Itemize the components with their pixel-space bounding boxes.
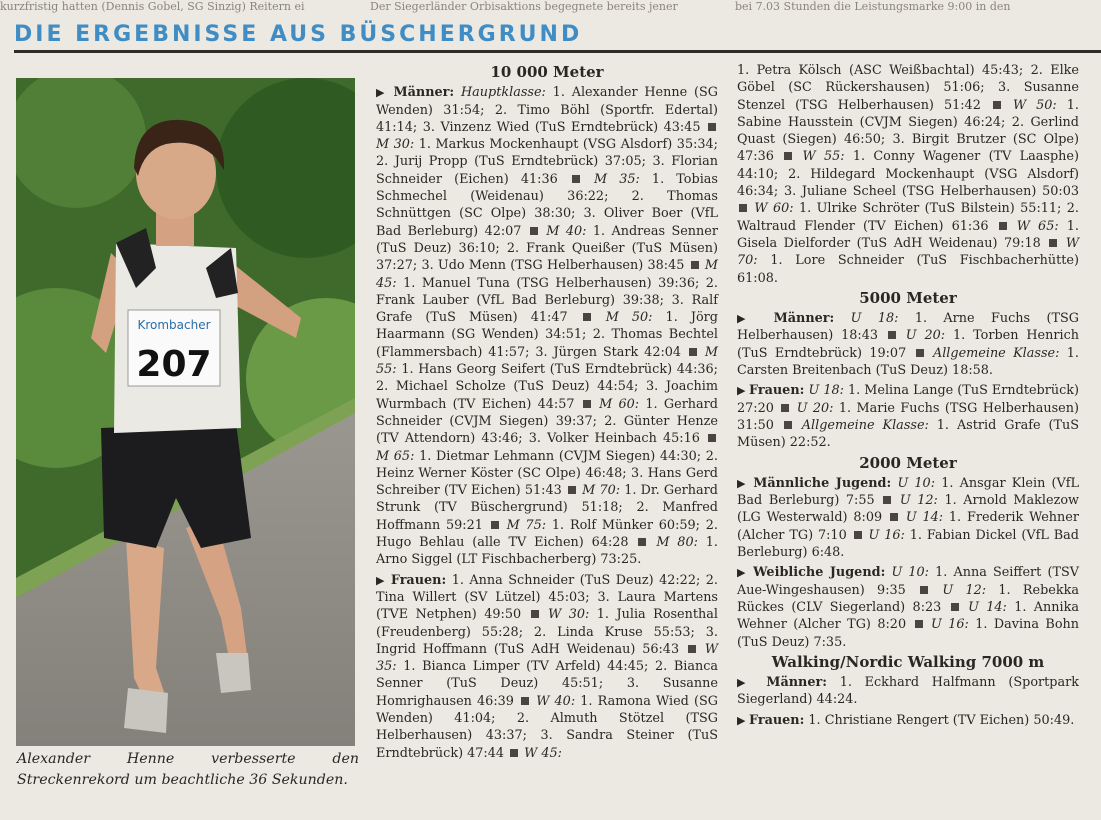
paragraph-marker-icon: ▶ [737,476,754,490]
class-label: M 70: [582,483,621,499]
results-column-middle [376,62,718,765]
class-label: W 40: [536,693,576,709]
separator-square-icon [999,222,1007,230]
results-text: 1. Marie Fuchs (TSG Helberhausen) 31:50 [737,400,1079,433]
class-label: U 12: [942,582,987,598]
class-label: W 55: [802,149,845,165]
results-column-right [737,62,1079,732]
bib-number: 207 [136,344,212,385]
event-heading: 10 000 Meter [490,63,604,81]
event-heading: Walking/Nordic Walking 7000 m [771,652,1045,671]
separator-square-icon [688,645,696,653]
section-headline: DIE ERGEBNISSE AUS BÜSCHERGRUND [14,22,583,47]
class-label: W 35: [376,641,718,675]
paragraph-marker-icon: ▶ [737,384,749,398]
paragraph-marker-icon: ▶ [737,312,774,326]
results-text: 1. Bianca Limper (TV Arfeld) 44:45; 2. Bianca Senner (TuS Deuz) 45:51; 3. Susanne Homrighausen 46:39 [376,659,718,709]
category-label: Frauen: [748,383,805,399]
separator-square-icon [890,513,898,521]
separator-square-icon [689,348,697,356]
results-text: 1. Astrid Grafe (TuS Müsen) 22:52. [737,417,1079,451]
separator-square-icon [583,400,591,408]
runner-illustration [16,78,355,746]
event-heading: 2000 Meter [859,453,957,472]
results-paragraph [737,674,1079,709]
separator-square-icon [708,123,716,131]
results-text: 1. Fabian Dickel (VfL Bad Berleburg) 6:48. [737,527,1079,561]
results-text: 1. Arne Fuchs (TSG Helberhausen) 18:43 [737,311,1079,344]
results-text: 1. Alexander Henne (SG Wenden) 31:54; 2. Timo Böhl (Sportfr. Edertal) 41:14; 3. Vinzenz Wied (TuS Erndtebrück) 43:45 [376,85,718,135]
results-text: 1. Dietmar Lehmann (CVJM Siegen) 44:30; 2. Heinz Werner Köster (SC Olpe) 46:48; 3. Hans Gerd Schreiber (TV Eichen) 51:43 [376,448,718,499]
results-text: 1. Tobias Schmechel (Weidenau) 36:22; 2. Thomas Schnüttgen (SC Olpe) 38:30; 3. Oliver Boer (VfL Bad Berleburg) 42:07 [376,171,718,239]
results-paragraph [376,572,718,762]
results-text [834,311,850,326]
strip-text: Der Siegerländer Orbisaktions begegnete bereits jener [370,0,678,13]
paragraph-marker-icon: ▶ [737,713,749,727]
separator-square-icon [638,538,646,546]
class-label: U 10: [891,565,929,581]
event-heading: 5000 Meter [859,288,957,307]
class-label: M 40: [546,223,587,239]
results-text: 1. Dr. Gerhard Strunk (TV Büschergrund) 51:18; 2. Manfred Hoffmann 59:21 [376,483,718,533]
separator-square-icon [491,521,499,529]
results-paragraph [376,84,718,568]
results-text: 1. Rebekka Rückes (CLV Siegerland) 8:23 [737,582,1079,615]
results-paragraph [737,564,1079,650]
results-text: 1. Christiane Rengert (TV Eichen) 50:49. [804,712,1075,728]
class-label: U 10: [897,475,936,491]
shoe [216,653,251,693]
category-label: Weibliche Jugend: [753,565,886,581]
class-label: Hauptklasse: [460,85,546,101]
results-text: 1. Julia Rosenthal (Freudenberg) 55:28; 2. Linda Kruse 55:53; 3. Ingrid Hoffmann (TuS AdH Weidenau) 56:43 [376,607,718,657]
results-text: 1. Torben Henrich (TuS Erndtebrück) 19:07 [737,328,1079,361]
class-label: W 70: [737,235,1079,269]
strip-text: kurzfristig hatten (Dennis Gobel, SG Sinzig) Reitern ei [0,0,305,13]
separator-square-icon [531,610,539,618]
separator-square-icon [854,531,862,539]
results-text: 1. Davina Bohn (TuS Deuz) 7:35. [737,617,1080,650]
results-text: 1. Hans Georg Seifert (TuS Erndtebrück) 44:36; 2. Michael Scholze (TuS Deuz) 44:54; 3. Joachim Wurmbach (TV Eichen) 44:57 [376,362,718,412]
paragraph-marker-icon: ▶ [737,566,754,580]
strip-text: bei 7.03 Stunden die Leistungsmarke 9:00 in den [735,0,1011,13]
class-label: M 80: [656,535,698,551]
photo-caption: Alexander Henne verbesserte den Streckenrekord um beachtliche 36 Sekunden. [17,751,359,788]
class-label: M 50: [605,310,653,326]
separator-square-icon [781,404,789,412]
class-label: M 60: [599,396,640,412]
results-text: 1. Petra Kölsch (ASC Weißbachtal) 45:43; 2. Elke Göbel (SC Rückershausen) 51:06; 3. Susanne Stenzel (TSG Helberhausen) 51:42 [737,63,1079,113]
results-text: 1. Ulrike Schröter (TuS Bilstein) 55:11; 2. Waltraud Flender (TV Eichen) 61:36 [737,201,1079,234]
results-text: 1. Ansgar Klein (VfL Bad Berleburg) 7:55 [737,475,1080,509]
separator-square-icon [691,261,699,269]
results-text: 1. Markus Mockenhaupt (VSG Alsdorf) 35:34; 2. Jurij Propp (TuS Erndtebrück) 37:05; 3. Florian Schneider (Eichen) 41:36 [376,137,718,187]
separator-square-icon [883,496,891,504]
category-label: Frauen: [748,712,805,728]
class-label: U 16: [868,527,905,543]
results-text: 1. Andreas Senner (TuS Deuz) 36:10; 2. Frank Queißer (TuS Müsen) 37:27; 3. Udo Menn (TSG Helberhausen) 38:45 [376,223,718,274]
bib-sponsor: Krombacher [137,318,211,332]
shoe [124,688,168,733]
class-label: W 65: [1016,218,1059,234]
previous-article-strip [0,0,1101,18]
category-label: Männer: [393,85,455,101]
results-paragraph [737,712,1079,729]
results-text: 1. Gisela Dielforder (TuS AdH Weidenau) 79:18 [737,218,1079,251]
results-text: 1. Conny Wagener (TV Laasphe) 44:10; 2. Hildegard Mockenhaupt (VSG Alsdorf) 46:34; 3. Juliane Scheel (TSG Helberhausen) 50:03 [737,149,1079,200]
class-label: U 18: [850,311,899,327]
class-label: U 20: [905,328,946,344]
paragraph-marker-icon: ▶ [376,86,394,100]
separator-square-icon [708,434,716,442]
results-text: 1. Anna Seiffert (TSV Aue-Wingeshausen) 9:35 [737,565,1079,598]
class-label: M 30: [376,137,415,153]
separator-square-icon [888,331,896,339]
class-label: U 18: [808,383,844,399]
separator-square-icon [784,421,792,429]
separator-square-icon [916,349,924,357]
results-paragraph [737,475,1079,561]
class-label: M 75: [506,517,547,533]
separator-square-icon [568,486,576,494]
results-text: 1. Arno Siggel (LT Fischbacherberg) 73:25. [376,535,718,568]
results-text: 1. Ramona Wied (SG Wenden) 41:04; 2. Almuth Stötzel (TSG Helberhausen) 43:37; 3. Sandra Steiner (TuS Erndtebrück) 47:44 [376,693,718,761]
category-label: Männer: [766,675,827,691]
separator-square-icon [951,603,959,611]
separator-square-icon [784,152,792,160]
results-text: 1. Carsten Breitenbach (TuS Deuz) 18:58. [737,345,1079,379]
separator-square-icon [530,227,538,235]
separator-square-icon [920,586,928,594]
results-text: 1. Sabine Hausstein (CVJM Siegen) 46:24; 2. Gerlind Quast (Siegen) 46:50; 3. Birgit Brutzer (SC Olpe) 47:36 [737,97,1079,165]
paragraph-marker-icon: ▶ [737,676,767,690]
results-text: 1. Annika Wehner (Alcher TG) 8:20 [737,599,1079,633]
results-paragraph [737,310,1079,379]
class-label: W 30: [548,607,590,623]
class-label: Allgemeine Klasse: [801,417,929,433]
results-text: 1. Anna Schneider (TuS Deuz) 42:22; 2. Tina Willert (SV Lützel) 45:03; 3. Laura Martens (TVE Netphen) 49:50 [376,572,718,623]
runner-photo [16,78,355,746]
class-label: M 35: [593,171,640,187]
separator-square-icon [1049,239,1057,247]
results-text: 1. Eckhard Halfmann (Sportpark Siegerland) 44:24. [737,675,1079,708]
category-label: Männliche Jugend: [753,475,892,491]
headline-rule [14,50,1101,53]
paragraph-marker-icon: ▶ [376,573,391,587]
results-text: 1. Jörg Haarmann (SG Wenden) 34:51; 2. Thomas Bechtel (Flammersbach) 41:57; 3. Jürgen Stark 42:04 [376,310,718,360]
results-text: 1. Rolf Münker 60:59; 2. Hugo Behlau (alle TV Eichen) 64:28 [376,517,719,551]
class-label: W 50: [1012,97,1057,113]
category-label: Männer: [773,311,835,327]
results-text: 1. Arnold Maklezow (LG Westerwald) 8:09 [737,493,1079,526]
class-label: M 65: [376,448,415,464]
class-label: U 14: [968,599,1007,615]
class-label: M 55: [376,344,719,378]
class-label: U 20: [796,400,834,416]
category-label: Frauen: [390,572,447,588]
class-label: Allgemeine Klasse: [932,345,1060,361]
class-label: U 14: [905,510,944,526]
class-label: W 45: [524,745,562,761]
class-label: M 45: [376,258,718,291]
class-label: W 60: [754,201,794,217]
separator-square-icon [572,175,580,183]
results-text: 1. Manuel Tuna (TSG Helberhausen) 39:36; 2. Frank Lauber (VfL Bad Berleburg) 39:38; 3. Ralf Grafe (TuS Müsen) 41:47 [376,275,718,326]
class-label: U 12: [899,493,938,509]
separator-square-icon [583,313,591,321]
class-label: U 16: [930,617,969,633]
results-text: 1. Frederik Wehner (Alcher TG) 7:10 [737,510,1079,543]
separator-square-icon [521,697,529,705]
results-paragraph [737,382,1079,451]
separator-square-icon [739,204,747,212]
separator-square-icon [915,620,923,628]
results-paragraph [737,62,1079,287]
results-text [454,85,461,100]
results-text: 1. Lore Schneider (TuS Fischbacherhütte) 61:08. [737,253,1079,286]
separator-square-icon [510,749,518,757]
results-text: 1. Gerhard Schneider (CVJM Siegen) 39:37; 2. Günter Henze (TV Attendorn) 43:46; 3. Volker Heinbach 45:16 [376,396,718,447]
separator-square-icon [993,101,1001,109]
results-text: 1. Melina Lange (TuS Erndtebrück) 27:20 [737,383,1079,416]
